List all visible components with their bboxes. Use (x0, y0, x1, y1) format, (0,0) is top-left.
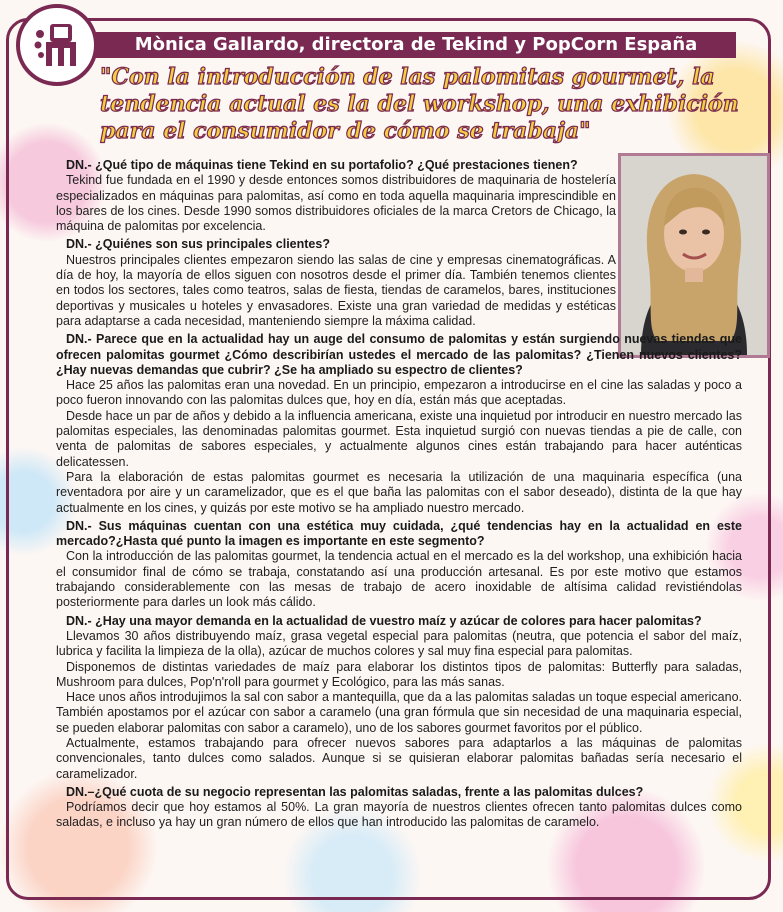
question-5: DN.- ¿Hay una mayor demanda en la actualidad de vuestro maíz y azúcar de colores para hacer palomitas? (66, 613, 702, 628)
question-4: DN.- Sus máquinas cuentan con una estética muy cuidada, ¿qué tendencias hay en la actualidad en este mercado?¿Hasta qué punto la imagen es importante en este segmento? (56, 518, 742, 549)
popcorn-logo-icon (16, 4, 98, 86)
question-6: DN.–¿Qué cuota de su negocio representan las palomitas saladas, frente a las palomitas dulces? (66, 784, 644, 799)
answer-3c: Para la elaboración de estas palomitas gourmet es necesaria la utilización de una maquinaria específica (una reventadora por aire y un caramelizador, que es el que baña las palomitas con el sabor deseado), distinta de la que hay actualmente en los cines, y quizás por este motivo se ha ampliado nuestro mercado. (56, 469, 742, 515)
question-1: DN.- ¿Qué tipo de máquinas tiene Tekind en su portafolio? ¿Qué prestaciones tienen? (66, 158, 578, 172)
answer-5d: Actualmente, estamos trabajando para ofrecer nuevos sabores para adaptarlos a las máquinas de palomitas convencionales, tanto dulces como salados. Aunque si se quisieran elaborar palomitas bañadas sería necesario el caramelizador. (56, 735, 742, 781)
answer-3b: Desde hace un par de años y debido a la influencia americana, existe una inquietud por introducir en nuestro mercado las palomitas especiales, las denominadas palomitas gourmet. Esta inquietud surgió con nuevas tiendas a pie de calle, con venta de palomitas de sabores especiales, y actualmente algunos cines están trabajando para hacer auténticas delicatessen. (56, 408, 742, 469)
answer-5c: Hace unos años introdujimos la sal con sabor a mantequilla, que da a las palomitas saladas un toque especial americano. También apostamos por el azúcar con sabor a caramelo (una gran fórmula que sin necesidad de una maquinaria especial, se pueden elaborar palomitas con sabor a caramelo), uno de los sabores gourmet favoritos por el público. (56, 690, 742, 735)
answer-6: Podríamos decir que hoy estamos al 50%. La gran mayoría de nuestros clientes ofrecen tanto palomitas dulces como saladas, e incluso ya hay un gran número de ellos que han introducido las palomitas de caramelo. (56, 800, 742, 830)
page-title: Mònica Gallardo, directora de Tekind y PopCorn España (96, 32, 736, 58)
article-body (56, 158, 742, 831)
question-3: DN.- Parece que en la actualidad hay un auge del consumo de palomitas y están surgiendo nuevas tiendas que ofrecen palomitas gourmet ¿Cómo describirían ustedes el mercado de las palomitas? ¿Tienen nuevos clientes? ¿Hay nuevas demandas que cubrir? ¿Se ha ampliado su espectro de clientes? (56, 332, 742, 377)
answer-3a: Hace 25 años las palomitas eran una novedad. En un principio, empezaron a introducirse en el cine las saladas y poco a poco fueron innovando con las palomitas dulces que, hoy en día, están más que aceptadas. (56, 378, 742, 408)
question-2: DN.- ¿Quiénes son sus principales clientes? (66, 237, 330, 252)
headline-quote: "Con la introducción de las palomitas gourmet, la tendencia actual es la del workshop, una exhibición para el consumidor de cómo se trabaja" (100, 64, 739, 144)
answer-5b: Disponemos de distintas variedades de maíz para elaborar los distintos tipos de palomitas: Butterfly para saladas, Mushroom para dulces, Pop'n'roll para gourmet y Ecológico, para las más sanas. (56, 659, 742, 689)
answer-5a: Llevamos 30 años distribuyendo maíz, grasa vegetal especial para palomitas (neutra, que potencia el sabor del maíz, lubrica y facilita la limpieza de la olla), azúcar de muchos colores y sal muy fina especial para palomitas. (56, 628, 742, 659)
answer-2: Nuestros principales clientes empezaron siendo las salas de cine y empresas cinematográficas. A día de hoy, la mayoría de ellos siguen con nosotros desde el primer día. También tenemos clientes en todos los sectores, tales como teatros, salas de fiesta, tiendas de caramelos, bares, instituciones deportivas y musicales u hoteles y envasadores. Existe una gran variedad de medidas y estéticas para adaptarse a cada necesidad, manteniendo siempre la máxima calidad. (56, 252, 616, 328)
answer-1: Tekind fue fundada en el 1990 y desde entonces somos distribuidores de maquinaria de hostelería especializados en máquinas para palomitas, así como en toda aquella maquinaria imprescindible en los bares de los cines. Desde 1990 somos distribuidores oficiales de la marca Cretors de Chicago, la máquina de palomitas por excelencia. (56, 173, 616, 234)
answer-4: Con la introducción de las palomitas gourmet, la tendencia actual en el mercado es la del workshop, una exhibición hacia el consumidor final de cómo se trabaja, constatando así una producción artesanal. Es por este motivo que estamos trabajando considerablemente con las mesas de trabajo de acero inoxidable de altísima calidad revistiéndolas posteriormente para darles un look más cálido. (56, 549, 742, 610)
